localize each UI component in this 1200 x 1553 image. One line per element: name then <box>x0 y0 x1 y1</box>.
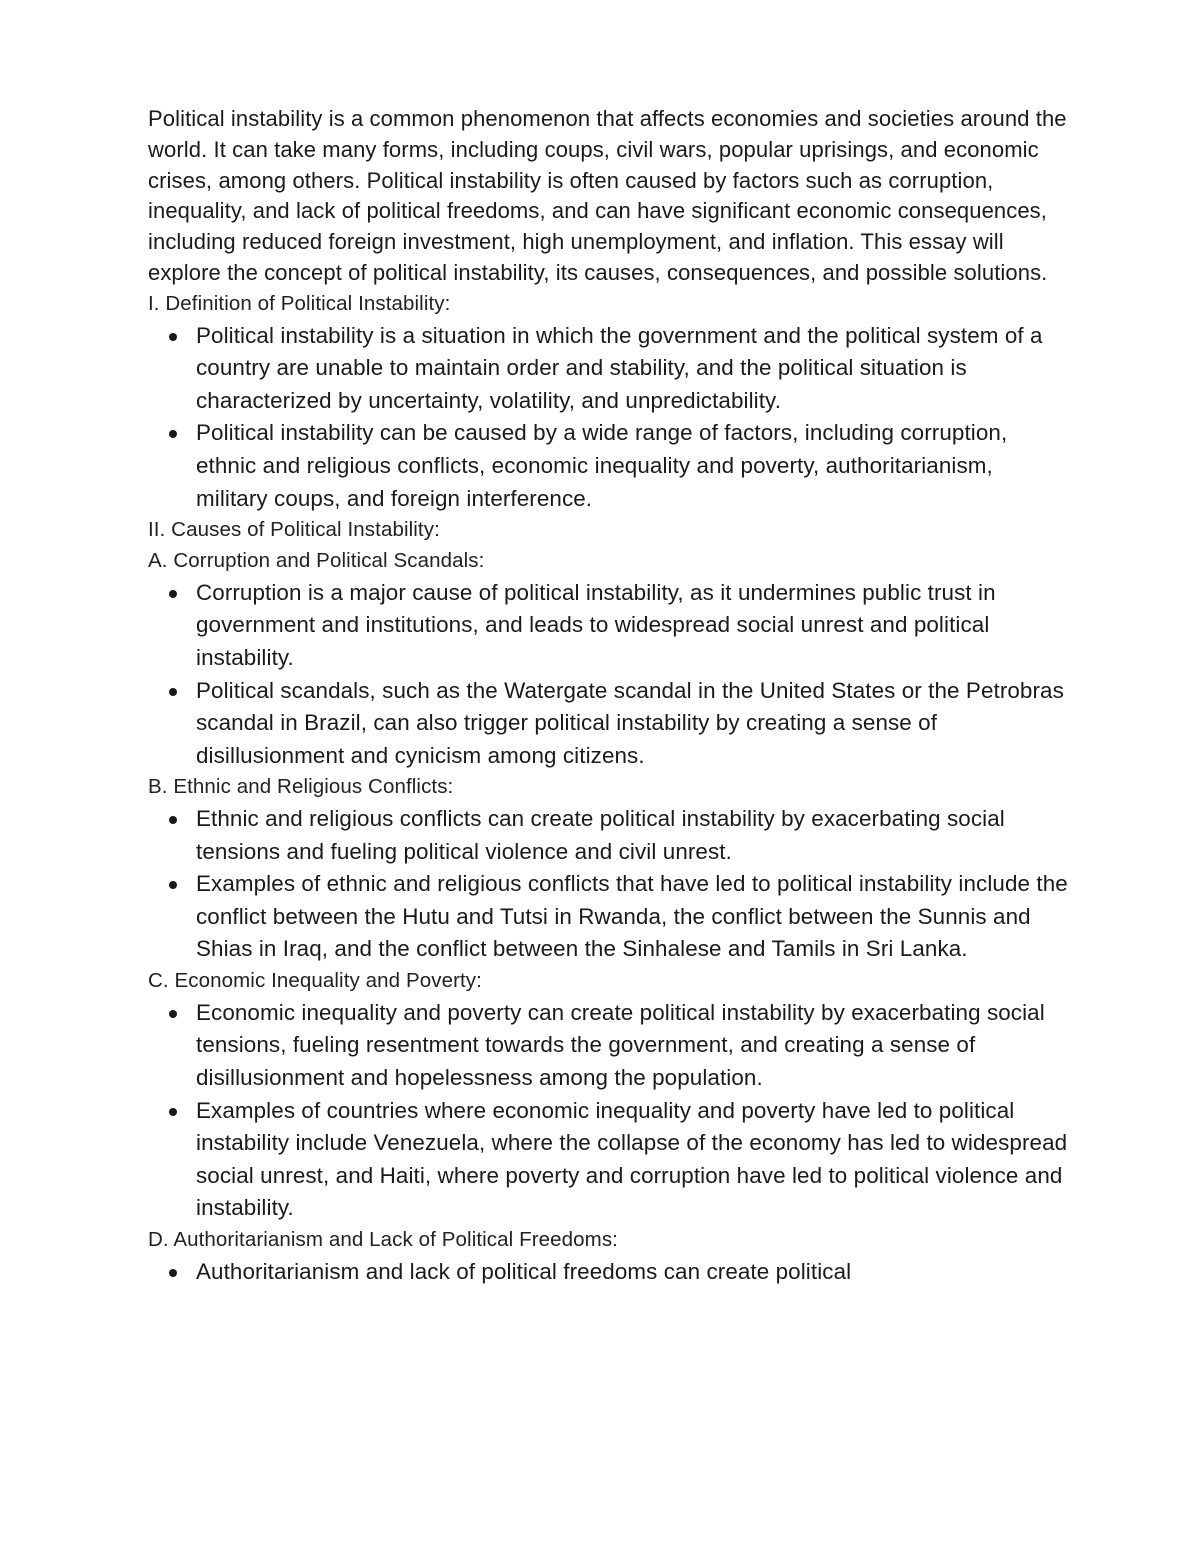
bullet-list <box>148 803 1068 966</box>
list-item-text: Economic inequality and poverty can create political instability by exacerbating social tensions, fueling resentment towards the government, and creating a sense of disillusionment and hopelessness among the population. <box>196 999 1045 1091</box>
list-item <box>148 417 1068 515</box>
list-item <box>148 803 1068 868</box>
section-heading: A. Corruption and Political Scandals: <box>148 548 485 572</box>
bullet-icon <box>169 1010 177 1018</box>
intro-paragraph: Political instability is a common phenomenon that affects economies and societies around the world. It can take many forms, including coups, civil wars, popular uprisings, and economic crises, among others. Political instability is often caused by factors such as corruption, inequality, and lack of political freedoms, and can have significant economic consequences, including reduced foreign investment, high unemployment, and inflation. This essay will explore the concept of political instability, its causes, consequences, and possible solutions. <box>148 106 1067 285</box>
list-item-text: Authoritarianism and lack of political freedoms can create political <box>196 1258 852 1284</box>
bullet-icon <box>169 1269 177 1277</box>
document-page <box>148 104 1068 1288</box>
section-ethnic-religious <box>148 772 1068 966</box>
list-item <box>148 675 1068 773</box>
bullet-icon <box>169 430 177 438</box>
section-heading: I. Definition of Political Instability: <box>148 291 451 315</box>
section-heading: B. Ethnic and Religious Conflicts: <box>148 775 454 799</box>
list-item <box>148 997 1068 1095</box>
list-item-text: Political scandals, such as the Watergate scandal in the United States or the Petrobras scandal in Brazil, can also trigger political instability by creating a sense of disillusionment and cynicism among citizens. <box>196 677 1064 768</box>
bullet-icon <box>169 881 177 889</box>
list-item-text: Ethnic and religious conflicts can create political instability by exacerbating social tensions and fueling political violence and civil unrest. <box>196 806 1005 864</box>
list-item <box>148 320 1068 418</box>
list-item <box>148 1095 1068 1225</box>
bullet-icon <box>169 816 177 824</box>
bullet-icon <box>169 590 177 598</box>
list-item-text: Examples of countries where economic inequality and poverty have led to political instability include Venezuela, where the collapse of the economy has led to widespread social unrest, and Haiti, where poverty and corruption have led to political violence and instability. <box>196 1097 1068 1221</box>
list-item-text: Examples of ethnic and religious conflicts that have led to political instability include the conflict between the Hutu and Tutsi in Rwanda, the conflict between the Sunnis and Shias in Iraq, and the conflict between the Sinhalese and Tamils in Sri Lanka. <box>196 871 1068 962</box>
list-item <box>148 577 1068 675</box>
list-item <box>148 1256 1068 1289</box>
section-definition <box>148 289 1068 515</box>
bullet-icon <box>169 688 177 696</box>
section-causes <box>148 515 1068 546</box>
section-heading: D. Authoritarianism and Lack of Political Freedoms: <box>148 1228 618 1252</box>
section-corruption <box>148 546 1068 772</box>
list-item-text: Corruption is a major cause of political instability, as it undermines public trust in government and institutions, and leads to widespread social unrest and political instability. <box>196 579 996 670</box>
section-economic-inequality <box>148 966 1068 1225</box>
bullet-list <box>148 577 1068 773</box>
bullet-icon <box>169 333 177 341</box>
bullet-icon <box>169 1108 177 1116</box>
bullet-list <box>148 1256 1068 1289</box>
list-item <box>148 868 1068 966</box>
section-heading: C. Economic Inequality and Poverty: <box>148 969 482 993</box>
list-item-text: Political instability can be caused by a wide range of factors, including corruption, ethnic and religious conflicts, economic inequality and poverty, authoritarianism, military coups, and foreign interference. <box>196 420 1008 511</box>
section-authoritarianism <box>148 1225 1068 1288</box>
bullet-list <box>148 997 1068 1225</box>
list-item-text: Political instability is a situation in which the government and the political system of a country are unable to maintain order and stability, and the political situation is characterized by uncertainty, volatility, and unpredictability. <box>196 322 1043 413</box>
bullet-list <box>148 320 1068 516</box>
section-heading: II. Causes of Political Instability: <box>148 518 440 542</box>
